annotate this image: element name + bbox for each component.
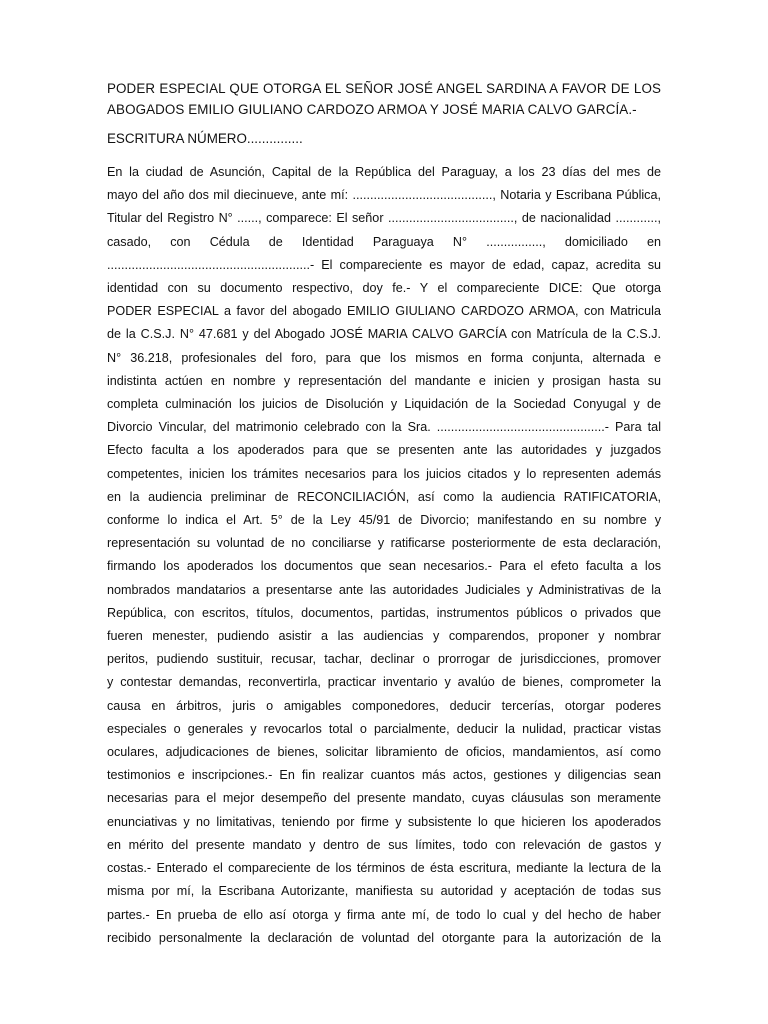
body-line: Titular del Registro N° ......, comparece: El señor ...................................., de nacionalidad ............, xyxy=(107,211,661,226)
body-line: representación su voluntad de no conciliarse y ratificarse posteriormente de esta declaración, xyxy=(107,536,661,551)
body-line: recibido personalmente la declaración de voluntad del otorgante para la autorización de la xyxy=(107,930,661,945)
body-line: República, con escritos, títulos, documentos, partidas, instrumentos públicos o privados que xyxy=(107,605,661,620)
body-line: especiales o generales y revocarlos total o parcialmente, deducir la nulidad, practicar vistas xyxy=(107,721,661,736)
body-line: En la ciudad de Asunción, Capital de la República del Paraguay, a los 23 días del mes de xyxy=(107,165,661,179)
escritura-number: ESCRITURA NÚMERO............... xyxy=(107,131,303,146)
body-line: oculares, adjudicaciones de bienes, solicitar libramiento de oficios, mandamientos, así como xyxy=(107,745,661,760)
body-line: en la audiencia preliminar de RECONCILIACIÓN, así como la audiencia RATIFICATORIA, xyxy=(107,489,661,504)
body-line: de la C.S.J. N° 47.681 y del Abogado JOSÉ MARIA CALVO GARCÍA con Matrícula de la C.S.J. xyxy=(107,327,661,342)
body-line: conforme lo indica el Art. 5° de la Ley 45/91 de Divorcio; manifestando en su nombre y xyxy=(107,513,661,528)
body-line: Divorcio Vincular, del matrimonio celebrado con la Sra. ................................................- Para tal xyxy=(107,420,661,435)
body-line: Efecto faculta a los apoderados para que se presenten ante las autoridades y juzgados xyxy=(107,443,661,458)
body-line: enunciativas y no limitativas, teniendo por firme y subsistente lo que hicieren los apoderados xyxy=(107,814,661,829)
document-title xyxy=(107,78,661,120)
body-line: PODER ESPECIAL a favor del abogado EMILIO GIULIANO CARDOZO ARMOA, con Matricula xyxy=(107,304,661,319)
body-line: fueren menester, pudiendo asistir a las audiencias y comparendos, proponer y nombrar xyxy=(107,629,661,644)
body-line: costas.- Enterado el compareciente de los términos de ésta escritura, mediante la lectura de la xyxy=(107,861,661,876)
document-page xyxy=(107,78,661,950)
body-line: y contestar demandas, reconvertirla, practicar inventario y avalúo de bienes, comprometer la xyxy=(107,675,661,690)
body-line: peritos, pudiendo sustituir, recusar, tachar, declinar o prorrogar de jurisdicciones, promover xyxy=(107,652,661,667)
body-line: en mérito del presente mandato y dentro de sus límites, todo con relevación de gastos y xyxy=(107,837,661,852)
body-line: N° 36.218, profesionales del foro, para que los mismos en forma conjunta, alternada e xyxy=(107,350,661,365)
body-line: testimonios e inscripciones.- En fin realizar cuantos más actos, gestiones y diligencias sean xyxy=(107,768,661,783)
body-line: partes.- En prueba de ello así otorga y firma ante mí, de todo lo cual y del hecho de haber xyxy=(107,907,661,922)
body-line: mayo del año dos mil diecinueve, ante mí: ........................................, Notaria y Escribana Pública, xyxy=(107,188,661,203)
body-line: identidad con su documento respectivo, doy fe.- Y el compareciente DICE: Que otorga xyxy=(107,281,661,296)
body-line: ..........................................................- El compareciente es mayor de edad, capaz, acredita su xyxy=(107,257,661,272)
title-line: ABOGADOS EMILIO GIULIANO CARDOZO ARMOA Y JOSÉ MARIA CALVO GARCÍA.- xyxy=(107,102,637,117)
body-line: completa culminación los juicios de Disolución y Liquidación de la Sociedad Conyugal y de xyxy=(107,397,661,412)
body-line: indistinta actúen en nombre y representación del mandante e inicien y prosigan hasta su xyxy=(107,373,661,388)
body-line: necesarias para el mejor desempeño del presente mandato, cuyas cláusulas son meramente xyxy=(107,791,661,806)
body-line: nombrados mandatarios a presentarse ante las autoridades Judiciales y Administrativas de la xyxy=(107,582,661,597)
body-line: casado, con Cédula de Identidad Paraguaya N° ................, domiciliado en xyxy=(107,234,661,249)
title-line: PODER ESPECIAL QUE OTORGA EL SEÑOR JOSÉ ANGEL SARDINA A FAVOR DE LOS xyxy=(107,81,661,96)
document-body xyxy=(107,161,661,950)
body-line: misma por mí, la Escribana Autorizante, manifiesta su autoridad y aceptación de todas sus xyxy=(107,884,661,899)
body-line: causa en árbitros, juris o amigables componedores, deducir tercerías, otorgar poderes xyxy=(107,698,661,713)
body-line: competentes, inicien los trámites necesarios para los juicios citados y lo representen además xyxy=(107,466,661,481)
body-line: firmando los apoderados los documentos que sean necesarios.- Para el efeto faculta a los xyxy=(107,559,661,574)
